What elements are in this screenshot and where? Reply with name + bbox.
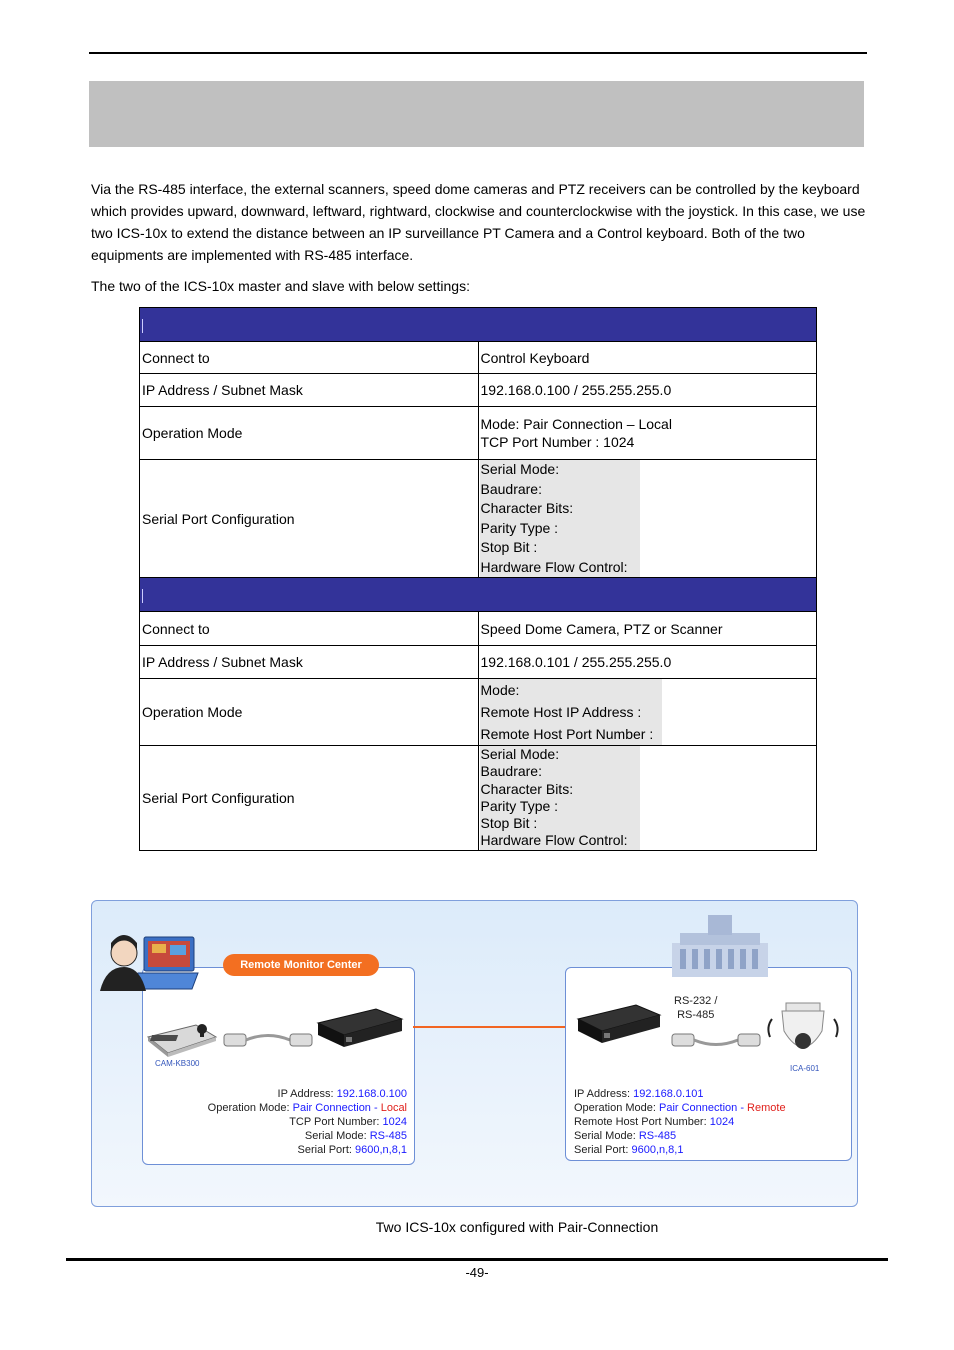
master-connect-row <box>140 342 817 374</box>
master-parity: Parity Type : <box>480 519 559 536</box>
master-ip-row <box>140 374 817 407</box>
slave-header-row <box>140 578 817 612</box>
master-connect-label: Connect to <box>140 342 479 374</box>
slave-flow-control: Hardware Flow Control: <box>480 832 628 849</box>
right-sm-key: Serial Mode: <box>574 1130 639 1142</box>
slave-connect-label: Connect to <box>140 612 479 646</box>
right-sp-key: Serial Port: <box>574 1144 632 1156</box>
master-op-mode: Mode: Pair Connection – Local <box>480 416 672 432</box>
connection-line <box>413 1026 565 1028</box>
slave-op-mode: Mode: <box>480 682 520 698</box>
slave-parity: Parity Type : <box>480 797 559 814</box>
right-op-value: Pair Connection - <box>659 1102 748 1114</box>
pair-connection-diagram <box>91 900 858 1207</box>
slave-baudrate: Baudrare: <box>480 763 542 780</box>
keyboard-label: CAM-KB300 <box>155 1059 200 1068</box>
camera-label: ICA-601 <box>790 1064 820 1073</box>
slave-op-label: Operation Mode <box>140 679 479 746</box>
figure-caption: Two ICS-10x configured with Pair-Connection <box>375 1219 659 1235</box>
remote-monitor-badge: Remote Monitor Center <box>223 954 379 976</box>
right-sm-value: RS-485 <box>638 1130 677 1142</box>
ics-converter-left-icon <box>316 1005 404 1049</box>
building-icon <box>668 907 772 979</box>
master-stop-bit: Stop Bit : <box>480 539 538 555</box>
master-serial-mode: Serial Mode: <box>480 461 560 477</box>
left-op-key: Operation Mode: <box>207 1102 293 1114</box>
master-op-label: Operation Mode <box>140 407 479 460</box>
bottom-rule <box>66 1258 888 1261</box>
master-op-tcp: TCP Port Number : 1024 <box>480 434 635 450</box>
rs-interface-label <box>674 994 717 1022</box>
remote-settings-text <box>574 1087 786 1157</box>
lead-text: The two of the ICS-10x master and slave with below settings: <box>91 278 470 294</box>
header-mark <box>142 319 143 333</box>
left-ip-value: 192.168.0.100 <box>336 1088 407 1100</box>
left-tcp-key: TCP Port Number: <box>289 1116 383 1128</box>
master-serial-fields <box>480 460 640 577</box>
slave-stop-bit: Stop Bit : <box>480 815 538 832</box>
slave-ip-row <box>140 646 817 679</box>
master-ip-value: 192.168.0.100 / 255.255.255.0 <box>478 374 817 407</box>
slave-serial-fields <box>480 746 640 850</box>
left-ip-key: IP Address: <box>277 1088 337 1100</box>
slave-serial-row <box>140 746 817 851</box>
slave-op-row <box>140 679 817 746</box>
master-connect-value: Control Keyboard <box>478 342 817 374</box>
left-sm-value: RS-485 <box>369 1130 407 1142</box>
master-header-row <box>140 308 817 342</box>
master-serial-label: Serial Port Configuration <box>140 460 479 578</box>
page-number: -49- <box>465 1265 489 1280</box>
right-sp-value: 9600,n,8,1 <box>631 1144 684 1156</box>
master-flow-control: Hardware Flow Control: <box>480 558 628 575</box>
slave-remote-port: Remote Host Port Number : <box>480 726 654 742</box>
section-banner <box>89 81 864 147</box>
slave-op-fields <box>480 679 662 745</box>
right-ip-key: IP Address: <box>574 1088 634 1100</box>
right-ip-value: 192.168.0.101 <box>633 1088 704 1100</box>
master-baudrate: Baudrare: <box>480 480 542 497</box>
top-rule <box>89 52 867 54</box>
slave-ip-value: 192.168.0.101 / 255.255.255.0 <box>478 646 817 679</box>
slave-serial-label: Serial Port Configuration <box>140 746 479 851</box>
master-char-bits: Character Bits: <box>480 500 574 516</box>
intro-paragraph: Via the RS-485 interface, the external scanners, speed dome cameras and PTZ receivers can be controlled by the keyboard which provides upward, downward, leftward, rightward, clockwise and counterclockwise with the joystick. In this case, we use two ICS-10x to extend the distance between an IP surveillance PT Camera and a Control keyboard. Both of the two equipments are implemented with RS-485 interface. <box>91 181 866 263</box>
serial-cable-right <box>670 1029 762 1051</box>
left-tcp-value: 1024 <box>382 1116 407 1128</box>
left-op-value: Pair Connection - <box>292 1102 381 1114</box>
slave-char-bits: Character Bits: <box>480 780 574 797</box>
serial-cable-left <box>222 1029 314 1051</box>
header-mark <box>142 589 143 603</box>
left-sp-value: 9600,n,8,1 <box>355 1144 407 1156</box>
left-sm-key: Serial Mode: <box>304 1130 370 1142</box>
rs-label-line2: RS-485 <box>677 1009 715 1021</box>
settings-table <box>139 307 817 851</box>
ics-converter-right-icon <box>576 1003 662 1045</box>
right-rh-key: Remote Host Port Number: <box>574 1116 710 1128</box>
speed-dome-camera-icon <box>764 1001 842 1065</box>
slave-ip-label: IP Address / Subnet Mask <box>140 646 479 679</box>
slave-connect-row <box>140 612 817 646</box>
operator-icon <box>96 931 201 996</box>
master-op-row <box>140 407 817 460</box>
slave-serial-mode: Serial Mode: <box>480 746 560 762</box>
left-op-local: Local <box>380 1102 407 1114</box>
left-sp-key: Serial Port: <box>297 1144 355 1156</box>
keyboard-icon <box>146 1019 218 1059</box>
right-op-remote: Remote <box>747 1102 786 1114</box>
master-ip-label: IP Address / Subnet Mask <box>140 374 479 407</box>
master-serial-row <box>140 460 817 578</box>
right-rh-value: 1024 <box>709 1116 735 1128</box>
right-op-key: Operation Mode: <box>574 1102 659 1114</box>
slave-connect-value: Speed Dome Camera, PTZ or Scanner <box>478 612 817 646</box>
rs-label-line1: RS-232 / <box>674 995 718 1007</box>
local-settings-text <box>208 1087 407 1157</box>
slave-remote-ip: Remote Host IP Address : <box>480 704 642 720</box>
